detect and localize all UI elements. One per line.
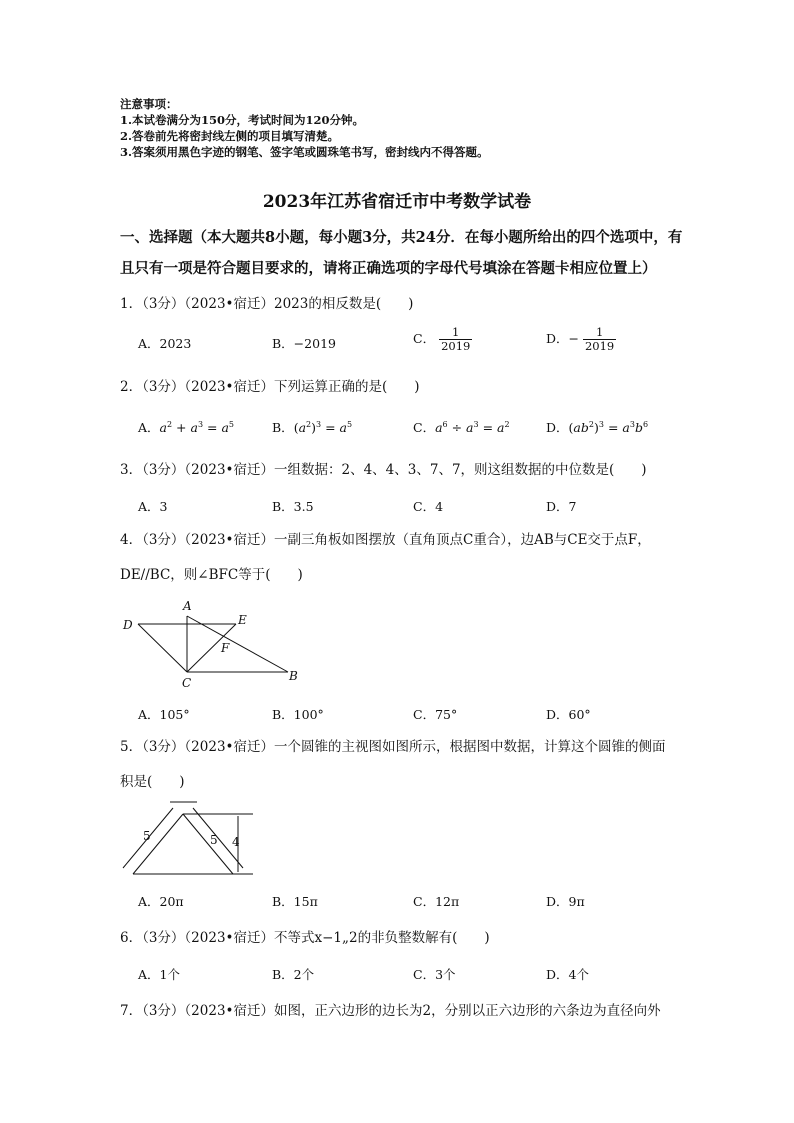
fraction-denominator: 2019	[584, 339, 615, 353]
q2-option-c-prefix: C．	[413, 420, 436, 435]
q3-option-a: A．3	[138, 499, 168, 514]
q4-option-d: D．60°	[546, 707, 591, 722]
notice-item-1: 1.本试卷满分为150分，考试时间为120分钟。	[120, 113, 365, 127]
label-F: F	[221, 641, 230, 655]
cone-right-side	[183, 814, 233, 874]
label-A: A	[183, 599, 192, 613]
label-D: D	[123, 618, 133, 632]
q2-option-d: D．$(ab^2)^3 = a^3b^6$	[546, 419, 649, 435]
question-6-stem: 6．（3分）（2023•宿迁）不等式x−1„2的非负整数解有( )	[120, 930, 490, 946]
q2-option-b: B．$(a^2)^3 = a^5$	[272, 419, 353, 435]
question-7-stem: 7．（3分）（2023•宿迁）如图，正六边形的边长为2，分别以正六边形的六条边为直径向外	[120, 1003, 661, 1019]
q5-option-a: A．20π	[138, 894, 184, 909]
triangle-figure	[120, 598, 310, 693]
section-heading-line2: 且只有一项是符合题目要求的，请将正确选项的字母代号填涂在答题卡相应位置上）	[120, 260, 657, 277]
q2-option-d-prefix: D．	[546, 420, 569, 435]
label-E: E	[238, 613, 247, 627]
fraction-numerator: 1	[583, 326, 616, 340]
q2-option-b-prefix: B．	[272, 420, 294, 435]
q4-option-b: B．100°	[272, 707, 324, 722]
label-height: 4	[232, 835, 240, 849]
page-title: 2023年江苏省宿迁市中考数学试卷	[262, 192, 532, 212]
question-5-stem-2: 积是( )	[120, 774, 185, 790]
q4-option-c: C．75°	[413, 707, 458, 722]
q1-option-a: A．2023	[138, 336, 192, 351]
fraction-denominator: 2019	[441, 339, 471, 353]
q3-option-d: D．7	[546, 499, 577, 514]
q6-option-d: D．4个	[546, 967, 589, 982]
q1-option-d-fraction	[583, 326, 616, 353]
question-4-stem: 4．（3分）（2023•宿迁）一副三角板如图摆放（直角顶点C重合），边AB与CE交于点F，	[120, 532, 651, 548]
q1-option-d	[546, 326, 616, 353]
label-B: B	[289, 669, 298, 683]
q3-option-c: C．4	[413, 499, 444, 514]
question-2-stem: 2．（3分）（2023•宿迁）下列运算正确的是( )	[120, 379, 420, 395]
q6-option-b: B．2个	[272, 967, 315, 982]
q1-option-c	[413, 326, 472, 353]
label-slant-left: 5	[143, 829, 151, 843]
question-4-stem-2: DE//BC，则∠BFC等于( )	[120, 567, 303, 583]
q1-option-d-prefix: D．−	[546, 331, 579, 346]
q5-option-b: B．15π	[272, 894, 318, 909]
cone-front-view-figure	[115, 802, 265, 882]
q6-option-a: A．1个	[138, 967, 180, 982]
cone-left-side	[133, 814, 183, 874]
q3-option-b: B．3.5	[272, 499, 314, 514]
question-5-stem: 5．（3分）（2023•宿迁）一个圆锥的主视图如图所示，根据图中数据，计算这个圆锥的侧面	[120, 739, 666, 755]
section-heading-line1: 一、选择题（本大题共8小题，每小题3分，共24分．在每小题所给出的四个选项中，有	[120, 229, 683, 246]
q1-option-c-fraction	[439, 326, 472, 353]
label-C: C	[182, 676, 192, 690]
q2-option-c: C．$a^6 \div a^3 = a^2$	[413, 419, 510, 435]
q5-option-d: D．9π	[546, 894, 585, 909]
q6-option-c: C．3个	[413, 967, 456, 982]
question-3-stem: 3．（3分）（2023•宿迁）一组数据：2、4、4、3、7、7，则这组数据的中位数是( )	[120, 462, 647, 478]
q2-option-a-prefix: A．	[138, 420, 160, 435]
q4-option-a: A．105°	[138, 707, 190, 722]
label-slant-right: 5	[210, 833, 218, 847]
q2-option-a: A．$a^2 + a^3 = a^5$	[138, 419, 235, 435]
question-1-stem: 1．（3分）（2023•宿迁）2023的相反数是( )	[120, 296, 414, 312]
q5-option-c: C．12π	[413, 894, 460, 909]
q1-option-c-prefix: C．	[413, 331, 436, 346]
fraction-numerator: 1	[439, 326, 472, 340]
q1-option-b: B．−2019	[272, 336, 336, 351]
notice-item-3: 3.答案须用黑色字迹的钢笔、签字笔或圆珠笔书写，密封线内不得答题。	[120, 145, 489, 159]
notice-heading: 注意事项：	[120, 97, 178, 111]
segment-DC	[138, 624, 187, 672]
notice-item-2: 2.答卷前先将密封线左侧的项目填写清楚。	[120, 129, 340, 143]
